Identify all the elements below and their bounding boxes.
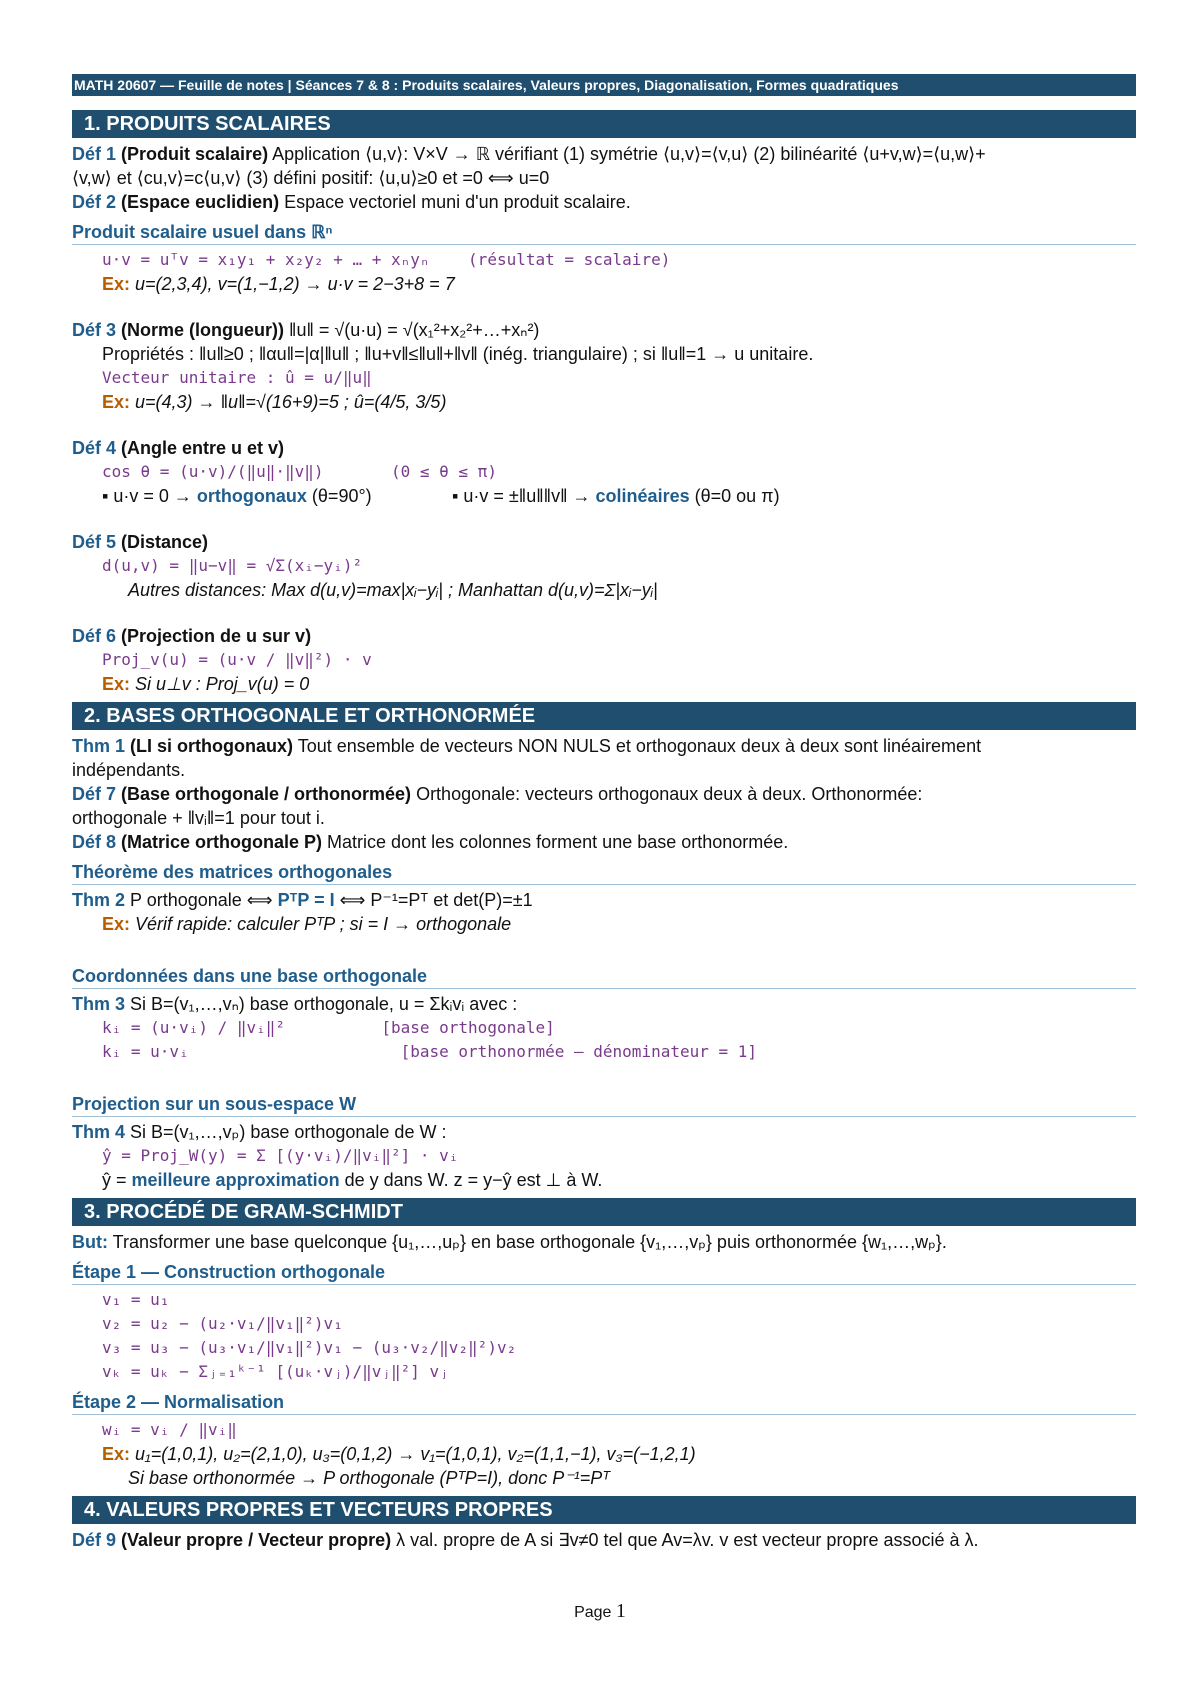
gram-schmidt-goal: But: Transformer une base quelconque {u₁,…,uₚ} en base orthogonale {v₁,…,vₚ} puis orthonormée {w₁,…,wₚ}. — [72, 1232, 947, 1252]
def-1-cont: ⟨v,w⟩ et ⟨cu,v⟩=c⟨u,v⟩ (3) défini positif: ⟨u,u⟩≥0 et =0 ⟺ u=0 — [72, 168, 550, 188]
step-2-title: Étape 2 — Normalisation — [72, 1390, 1136, 1415]
section-1-title: 1. PRODUITS SCALAIRES — [72, 110, 1136, 138]
document-header: MATH 20607 — Feuille de notes | Séances 7 & 8 : Produits scalaires, Valeurs propres, Diagonalisation, Formes quadratiques — [72, 74, 1136, 96]
def-5: Déf 5 (Distance) — [72, 532, 209, 552]
def-9: Déf 9 (Valeur propre / Vecteur propre) λ val. propre de A si ∃v≠0 tel que Av=λv. v est vecteur propre associé à λ. — [72, 1530, 979, 1550]
page-number: 1 — [615, 1600, 626, 1622]
def-6: Déf 6 (Projection de u sur v) — [72, 626, 312, 646]
projection-formula: Proj_v(u) = (u·v / ‖v‖²) · v — [102, 650, 372, 669]
subspace-projection-title: Projection sur un sous-espace W — [72, 1092, 1136, 1117]
gs-formula-2: v₂ = u₂ − (u₂·v₁/‖v₁‖²)v₁ — [102, 1314, 343, 1333]
page-footer — [0, 1600, 1200, 1623]
normalization-formula: wᵢ = vᵢ / ‖vᵢ‖ — [102, 1420, 237, 1439]
orthogonal-colinear-row: ▪ u·v = 0 → orthogonaux (θ=90°) ▪ u·v = ±‖u‖‖v‖ → colinéaires (θ=0 ou π) — [102, 486, 780, 506]
page-label: Page — [574, 1604, 612, 1621]
def-3: Déf 3 (Norme (longueur)) ‖u‖ = √(u·u) = √(x₁²+x₂²+…+xₙ²) — [72, 320, 540, 340]
orthogonal-matrix-title: Théorème des matrices orthogonales — [72, 860, 1136, 885]
def-1: Déf 1 (Produit scalaire) Application ⟨u,v⟩: V×V → ℝ vérifiant (1) symétrie ⟨u,v⟩=⟨v,u⟩ (2) bilinéarité ⟨u+v,w⟩=⟨u,w⟩+ — [72, 144, 986, 164]
def-7: Déf 7 (Base orthogonale / orthonormée) Orthogonale: vecteurs orthogonaux deux à deux. Orthonormée: — [72, 784, 923, 804]
def-3-example: Ex: u=(4,3) → ‖u‖=√(16+9)=5 ; û=(4/5, 3/5) — [102, 392, 447, 412]
unit-vector-formula: Vecteur unitaire : û = u/‖u‖ — [102, 368, 372, 387]
usual-dot-example: Ex: u=(2,3,4), v=(1,−1,2) → u·v = 2−3+8 = 7 — [102, 274, 455, 294]
gram-schmidt-example: Ex: u₁=(1,0,1), u₂=(2,1,0), u₃=(0,1,2) → v₁=(1,0,1), v₂=(1,1,−1), v₃=(−1,2,1) — [102, 1444, 696, 1464]
section-3-title: 3. PROCÉDÉ DE GRAM-SCHMIDT — [72, 1198, 1136, 1226]
orthonormal-note: Si base orthonormée → P orthogonale (PᵀP=I), donc P⁻¹=Pᵀ — [128, 1468, 610, 1488]
def-2: Déf 2 (Espace euclidien) Espace vectoriel muni d'un produit scalaire. — [72, 192, 631, 212]
gs-formula-1: v₁ = u₁ — [102, 1290, 170, 1309]
def-3-properties: Propriétés : ‖u‖≥0 ; ‖αu‖=|α|‖u‖ ; ‖u+v‖≤‖u‖+‖v‖ (inég. triangulaire) ; si ‖u‖=1 → u unitaire. — [102, 344, 814, 364]
notes-page — [72, 74, 1136, 1552]
coord-formula-orthonormal: kᵢ = u·vᵢ [base orthonormée — dénominateur = 1] — [102, 1042, 758, 1061]
def-7-cont: orthogonale + ‖vᵢ‖=1 pour tout i. — [72, 808, 325, 828]
def-4: Déf 4 (Angle entre u et v) — [72, 438, 285, 458]
def-6-example: Ex: Si u⊥v : Proj_v(u) = 0 — [102, 674, 310, 694]
gs-formula-3: v₃ = u₃ − (u₃·v₁/‖v₁‖²)v₁ − (u₃·v₂/‖v₂‖²)v₂ — [102, 1338, 517, 1357]
def-8: Déf 8 (Matrice orthogonale P) Matrice dont les colonnes forment une base orthonormée. — [72, 832, 789, 852]
gs-formula-k: vₖ = uₖ − Σⱼ₌₁ᵏ⁻¹ [(uₖ·vⱼ)/‖vⱼ‖²] vⱼ — [102, 1362, 449, 1381]
thm-2-example: Ex: Vérif rapide: calculer PᵀP ; si = I → orthogonale — [102, 914, 512, 934]
usual-dot-title: Produit scalaire usuel dans ℝⁿ — [72, 220, 1136, 245]
distance-formula: d(u,v) = ‖u−v‖ = √Σ(xᵢ−yᵢ)² — [102, 556, 363, 575]
section-2-title: 2. BASES ORTHOGONALE ET ORTHONORMÉE — [72, 702, 1136, 730]
thm-1: Thm 1 (LI si orthogonaux) Tout ensemble de vecteurs NON NULS et orthogonaux deux à deux sont linéairement — [72, 736, 982, 756]
other-distances: Autres distances: Max d(u,v)=max|xᵢ−yᵢ| ; Manhattan d(u,v)=Σ|xᵢ−yᵢ| — [128, 580, 658, 600]
section-4-title: 4. VALEURS PROPRES ET VECTEURS PROPRES — [72, 1496, 1136, 1524]
thm-4: Thm 4 Si B=(v₁,…,vₚ) base orthogonale de W : — [72, 1122, 447, 1142]
best-approximation: ŷ = meilleure approximation de y dans W. z = y−ŷ est ⊥ à W. — [102, 1170, 603, 1190]
thm-2: Thm 2 P orthogonale ⟺ PᵀP = I ⟺ P⁻¹=Pᵀ et det(P)=±1 — [72, 890, 533, 910]
angle-formula: cos θ = (u·v)/(‖u‖·‖v‖) (0 ≤ θ ≤ π) — [102, 462, 497, 481]
coord-formula-orthogonal: kᵢ = (u·vᵢ) / ‖vᵢ‖² [base orthogonale] — [102, 1018, 555, 1037]
usual-dot-formula: u·v = uᵀv = x₁y₁ + x₂y₂ + … + xₙyₙ (résultat = scalaire) — [102, 250, 671, 269]
subspace-projection-formula: ŷ = Proj_W(y) = Σ [(y·vᵢ)/‖vᵢ‖²] · vᵢ — [102, 1146, 459, 1165]
thm-3: Thm 3 Si B=(v₁,…,vₙ) base orthogonale, u = Σkᵢvᵢ avec : — [72, 994, 518, 1014]
step-1-title: Étape 1 — Construction orthogonale — [72, 1260, 1136, 1285]
thm-1-cont: indépendants. — [72, 760, 186, 780]
coordinates-title: Coordonnées dans une base orthogonale — [72, 964, 1136, 989]
